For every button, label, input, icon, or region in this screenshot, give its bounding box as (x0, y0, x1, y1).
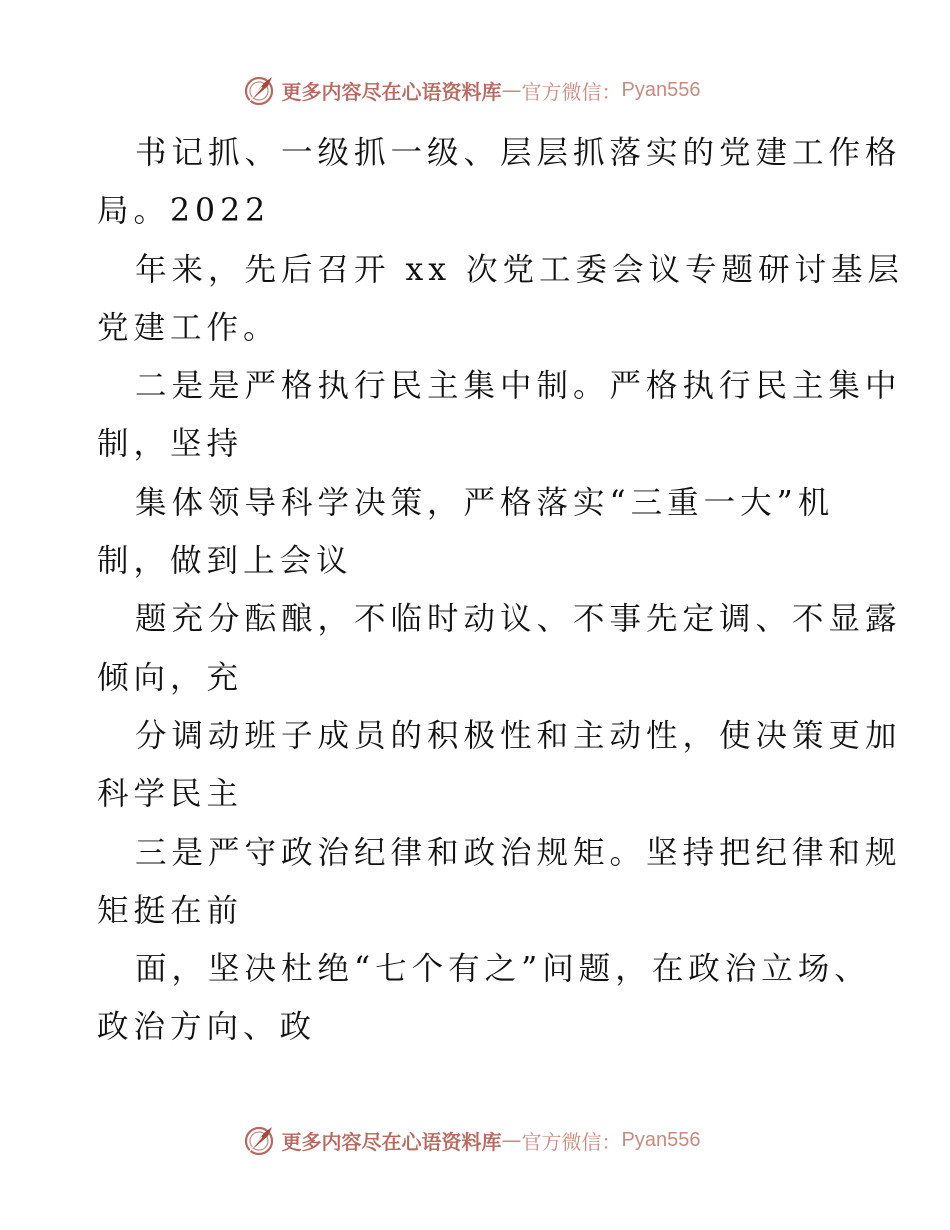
footer-wechat-label: 官方微信： (521, 1129, 622, 1154)
document-body (97, 124, 905, 1057)
text-line: 三是严守政治纪律和政治规矩。坚持把纪律和规 (135, 834, 902, 871)
header-banner-content (242, 73, 701, 107)
text-line: 局。2022 (97, 193, 271, 230)
footer-slogan: 更多内容尽在心语资料库 (281, 1129, 502, 1154)
text-line: 面，坚决杜绝“七个有之”问题，在政治立场、 (135, 951, 871, 988)
footer-wechat-id: Pyan556 (621, 1128, 701, 1151)
text-line: 党建工作。 (97, 309, 280, 346)
header-wechat-id: Pyan556 (621, 78, 701, 101)
text-line: 科学民主 (97, 776, 244, 813)
text-line: 制，做到上会议 (97, 543, 353, 580)
text-line: 分调动班子成员的积极性和主动性，使决策更加 (135, 717, 902, 754)
quill-logo-icon (242, 1123, 276, 1157)
quill-logo-icon (242, 73, 276, 107)
text-line: 题充分酝酿，不临时动议、不事先定调、不显露 (135, 601, 902, 638)
footer-banner (0, 1120, 950, 1160)
header-dash: — (501, 78, 522, 102)
text-line: 二是是严格执行民主集中制。严格执行民主集中 (135, 368, 902, 405)
text-line: 倾向，充 (97, 659, 244, 696)
text-line: 书记抓、一级抓一级、层层抓落实的党建工作格 (135, 135, 902, 171)
text-line: 制，坚持 (97, 426, 244, 463)
header-slogan: 更多内容尽在心语资料库 (281, 79, 502, 104)
text-line: 矩挺在前 (97, 892, 244, 929)
header-wechat-label: 官方微信： (521, 79, 622, 104)
text-line: 年来，先后召开 xx 次党工委会议专题研讨基层 (135, 251, 905, 288)
footer-dash: — (501, 1128, 522, 1152)
footer-banner-content (242, 1123, 701, 1157)
text-line: 政治方向、政 (97, 1009, 317, 1046)
header-banner (0, 70, 950, 110)
text-line: 集体领导科学决策，严格落实“三重一大”机 (135, 484, 835, 521)
